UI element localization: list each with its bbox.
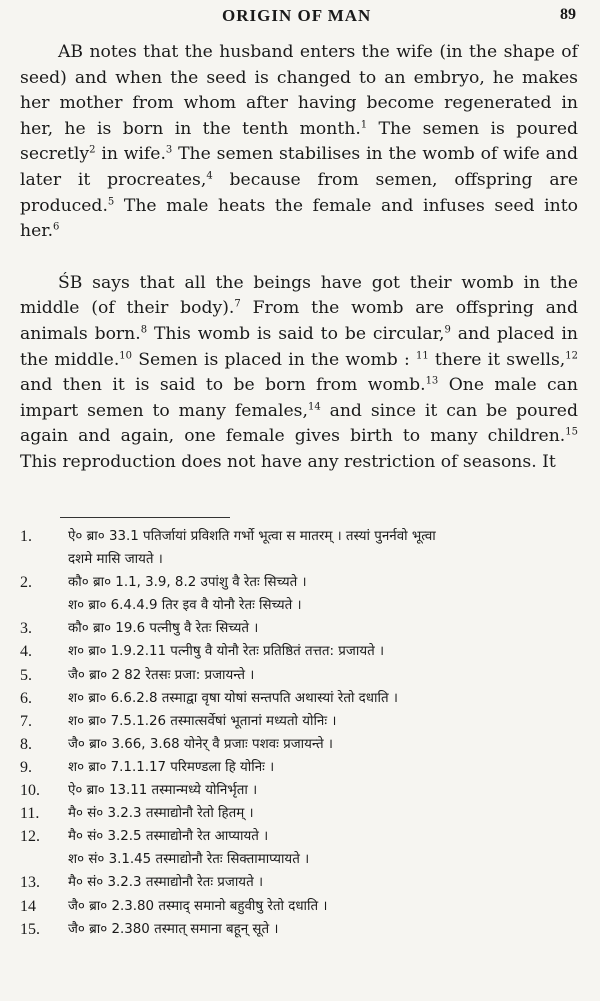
footnote-number: 13. [20, 874, 40, 892]
footnote-reference: 7 [234, 298, 241, 310]
footnote-text: दशमे मासि जायते । [68, 552, 163, 568]
footnote-line [20, 871, 580, 894]
footnote-reference: 10 [119, 349, 133, 361]
footnote-number: 11. [20, 805, 40, 823]
footnote-text: श० ब्रा० 6.4.4.9 तिर इव वै योनौ रेतः सिच्यते । [68, 598, 302, 614]
footnote-number: 14 [20, 897, 36, 915]
body-text-segment: The male heats the female and infuses seed into her. [20, 195, 578, 242]
body-text-segment: The semen is poured secretly [20, 118, 579, 165]
footnote-line [20, 664, 580, 687]
footnote-text: मै० सं० 3.2.3 तस्माद्योनौ रेतः प्रजायते । [68, 875, 264, 891]
footnote-number: 12. [20, 828, 40, 846]
footnote-number: 5. [20, 666, 32, 684]
footnote-line [20, 779, 580, 802]
footnote-text: श० ब्रा० 7.5.1.26 तस्मात्सर्वेषां भूतानां मध्यतो योनिः । [68, 713, 337, 729]
footnote-number: 9. [20, 758, 32, 776]
footnote-line [20, 802, 580, 825]
footnote-line [20, 640, 580, 663]
body-text-segment: From the womb are offspring and animals born. [20, 298, 578, 344]
footnote-text: मै० सं० 3.2.5 तस्माद्योनौ रेत आप्यायते । [68, 829, 269, 845]
footnote-reference: 15 [565, 426, 578, 438]
footnote-text: श० ब्रा० 1.9.2.11 पत्नीषु वै योनौ रेतः प्रतिष्ठितं तत्तत: प्रजायते । [68, 644, 385, 660]
footnote-reference: 4 [206, 170, 213, 182]
footnote-number: 10. [20, 782, 40, 800]
footnote-text: जै० ब्रा० 2.3.80 तस्माद् समानो बहुवीषु रेतो दधाति । [68, 898, 328, 914]
footnote-line [20, 848, 580, 871]
footnote-text: ऐ० ब्रा० 33.1 पतिर्जायां प्रविशति गर्भो भूत्वा स मातरम् । तस्यां पुनर्नवो भूत्वा [68, 529, 436, 544]
footnote-line [20, 918, 580, 941]
body-text-segment: and since it can be poured again and again, one female gives birth to many children. [20, 400, 578, 447]
footnote-line [20, 548, 580, 571]
footnote-text: जै० ब्रा० 2 82 रेतसः प्रजा: प्रजायन्ते । [68, 667, 255, 683]
footnote-divider [60, 517, 230, 518]
body-text-segment: This reproduction does not have any restriction of seasons. It [20, 451, 556, 472]
footnote-reference: 14 [307, 400, 321, 412]
body-paragraph [20, 271, 578, 476]
body-text-segment: and then it is said to be born from womb. [20, 375, 426, 396]
footnote-reference: 9 [444, 324, 451, 336]
footnote-number: 3. [20, 620, 32, 638]
footnote-text: श० ब्रा० 6.6.2.8 तस्माद्वा वृषा योषां सन्तपति अथास्यां रेतो दधाति । [68, 690, 398, 706]
body-text-segment: One male can impart semen to many females, [20, 375, 578, 421]
footnote-line [20, 825, 580, 848]
footnote-line [20, 895, 580, 918]
body-text-segment: This womb is said to be circular, [147, 323, 445, 344]
footnote-line [20, 617, 580, 640]
footnote-text: श० सं० 3.1.45 तस्माद्योनौ रेतः सिक्तामाप्यायते । [68, 852, 310, 868]
footnote-text: कौ० ब्रा० 1.1, 3.9, 8.2 उपांशु वै रेतः सिच्यते । [68, 575, 307, 591]
footnote-reference: 2 [89, 144, 96, 156]
body-text-segment: in wife. [95, 144, 166, 165]
footnote-line [20, 525, 580, 548]
footnote-text: जै० ब्रा० 2.380 तस्मात् समाना बहून् सूते । [68, 921, 279, 937]
footnote-reference: 5 [107, 195, 115, 207]
body-text-segment: Semen is placed in the womb : [132, 349, 416, 370]
body-text-segment: because from semen, offspring are produced. [20, 169, 578, 216]
footnote-number: 15. [20, 920, 40, 938]
footnote-line [20, 710, 580, 733]
footnote-text: कौ० ब्रा० 19.6 पत्नीषु वै रेतः सिच्यते । [68, 621, 259, 637]
footnote-number: 7. [20, 712, 32, 730]
footnote-reference: 8 [140, 324, 148, 336]
footnote-line [20, 687, 580, 710]
footnote-reference: 13 [425, 375, 439, 387]
footnote-reference: 3 [165, 144, 173, 156]
body-text-segment: ŚB says that all the beings have got their womb in the middle (of their body). [20, 272, 578, 319]
body-text-segment: The semen stabilises in the womb of wife and later it procreates, [20, 144, 578, 190]
body-text [20, 40, 578, 476]
footnote-text: मै० सं० 3.2.3 तस्माद्योनौ रेतो हितम् । [68, 806, 254, 822]
footnote-reference: 12 [565, 349, 579, 361]
body-text-segment: there it swells, [428, 349, 566, 370]
footnote-number: 2. [20, 574, 32, 592]
footnotes [20, 525, 580, 941]
footnote-line [20, 756, 580, 779]
running-head: ORIGIN OF MAN [222, 6, 372, 25]
footnote-number: 8. [20, 735, 32, 753]
footnote-line [20, 733, 580, 756]
footnote-number: 4. [20, 643, 32, 661]
footnote-number: 1. [20, 528, 32, 545]
page-header [0, 4, 600, 28]
page-number: 89 [560, 6, 576, 23]
body-text-segment: AB notes that the husband enters the wife (in the shape of seed) and when the seed is changed to an embryo, he makes her mother from whom after having become regenerated in her, he is born in the tenth month. [20, 42, 578, 139]
footnote-line [20, 594, 580, 617]
footnote-text: श० ब्रा० 7.1.1.17 परिमण्डला हि योनिः । [68, 759, 275, 775]
footnote-number: 6. [20, 689, 32, 707]
footnote-text: जै० ब्रा० 3.66, 3.68 योनेर् वै प्रजाः पशवः प्रजायन्ते । [68, 736, 333, 752]
footnote-reference: 6 [53, 221, 60, 233]
footnote-reference: 1 [360, 119, 368, 131]
footnote-reference: 11 [415, 349, 429, 361]
body-paragraph [20, 40, 578, 245]
footnote-text: ऐ० ब्रा० 13.11 तस्मान्मध्ये योनिर्भृता । [68, 783, 258, 799]
footnote-line [20, 571, 580, 594]
body-text-segment: and placed in the middle. [20, 323, 578, 370]
